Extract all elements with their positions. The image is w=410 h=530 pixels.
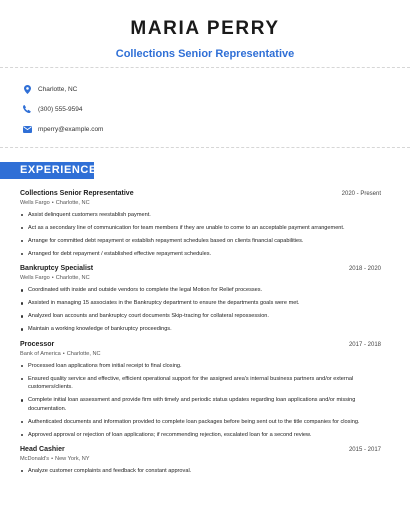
list-item: Arrange for committed debt repayment or establish repayment schedules based on clients financial capabilities. bbox=[20, 237, 381, 245]
list-item: Analyze customer complaints and feedback for constant approval. bbox=[20, 467, 381, 475]
list-item: Authenticated documents and information provided to complete loan packages before being sent out to the title companies for closing. bbox=[20, 418, 381, 426]
job-entry bbox=[20, 445, 381, 475]
contact-phone bbox=[22, 100, 103, 118]
job-dates: 2017 - 2018 bbox=[348, 341, 381, 348]
job-bullets bbox=[20, 286, 381, 333]
job-dates: 2018 - 2020 bbox=[348, 266, 381, 273]
contact-info bbox=[22, 80, 103, 140]
job-bullets bbox=[20, 211, 381, 258]
job-entry bbox=[20, 340, 381, 439]
list-item: Assisted in managing 15 associates in the Bankruptcy department to ensure the departments goals were met. bbox=[20, 299, 381, 307]
job-title: Bankruptcy Specialist bbox=[20, 265, 94, 273]
list-item: Approved approval or rejection of loan applications; if recommending rejection, escalated loan for a second review. bbox=[20, 431, 381, 439]
location-text: Charlotte, NC bbox=[38, 85, 78, 93]
list-item: Ensured quality service and effective, efficient operational support for the assigned area's internal business partners and/or external customers/clients. bbox=[20, 375, 381, 392]
contact-location bbox=[22, 80, 103, 98]
experience-list bbox=[20, 189, 381, 481]
candidate-name: MARIA PERRY bbox=[130, 18, 280, 39]
list-item: Analyzed loan accounts and bankruptcy court documents Skip-tracing for collateral repossession. bbox=[20, 312, 381, 320]
job-company: McDonald's bbox=[20, 456, 50, 463]
job-dates: 2020 - Present bbox=[341, 191, 381, 197]
email-icon bbox=[22, 124, 32, 134]
job-company: Wells Fargo bbox=[20, 200, 50, 206]
list-item: Complete initial loan assessment and provide firm with timely and periodic status updates regarding loan applications and/or missing documentation. bbox=[20, 396, 381, 413]
divider bbox=[0, 147, 410, 148]
job-location: Charlotte, NC bbox=[66, 350, 101, 357]
list-item: Coordinated with inside and outside vendors to complete the legal Motion for Relief processes. bbox=[20, 286, 381, 294]
job-company: Wells Fargo bbox=[20, 275, 50, 282]
job-bullets bbox=[20, 467, 381, 475]
job-title: Head Cashier bbox=[20, 446, 65, 454]
job-title: Processor bbox=[20, 340, 55, 348]
job-company-line: Bank of America • Charlotte, NC bbox=[20, 350, 101, 357]
phone-text: (300) 555-9594 bbox=[38, 105, 83, 113]
job-dates: 2015 - 2017 bbox=[348, 447, 381, 454]
map-pin-icon bbox=[22, 84, 32, 94]
list-item: Maintain a working knowledge of bankruptcy proceedings. bbox=[20, 325, 381, 333]
job-company-line: McDonald's • New York, NY bbox=[20, 456, 90, 463]
job-entry bbox=[20, 189, 381, 258]
phone-icon bbox=[22, 104, 32, 114]
list-item: Processed loan applications from initial receipt to final closing. bbox=[20, 362, 381, 370]
section-heading-experience: EXPERIENCE bbox=[20, 164, 97, 176]
job-location: Charlotte, NC bbox=[55, 200, 90, 206]
job-location: Charlotte, NC bbox=[55, 275, 90, 282]
list-item: Assist delinquent customers reestablish payment. bbox=[20, 211, 381, 219]
job-company-line: Wells Fargo • Charlotte, NC bbox=[20, 275, 90, 282]
divider bbox=[0, 67, 410, 68]
email-text[interactable]: mperry@example.com bbox=[38, 125, 104, 133]
job-company: Bank of America bbox=[20, 350, 61, 357]
list-item: Act as a secondary line of communication for team members if they are unable to come to an acceptable payment arrangement. bbox=[20, 224, 381, 232]
job-location: New York, NY bbox=[55, 456, 90, 463]
job-entry bbox=[20, 264, 381, 333]
list-item: Arranged for debt repayment / established effective repayment schedules. bbox=[20, 250, 381, 258]
job-bullets bbox=[20, 362, 381, 439]
contact-email bbox=[22, 120, 103, 138]
job-company-line: Wells Fargo • Charlotte, NC bbox=[20, 200, 90, 206]
resume-header bbox=[0, 0, 410, 60]
job-title: Collections Senior Representative bbox=[20, 190, 134, 197]
candidate-title: Collections Senior Representative bbox=[115, 48, 295, 60]
